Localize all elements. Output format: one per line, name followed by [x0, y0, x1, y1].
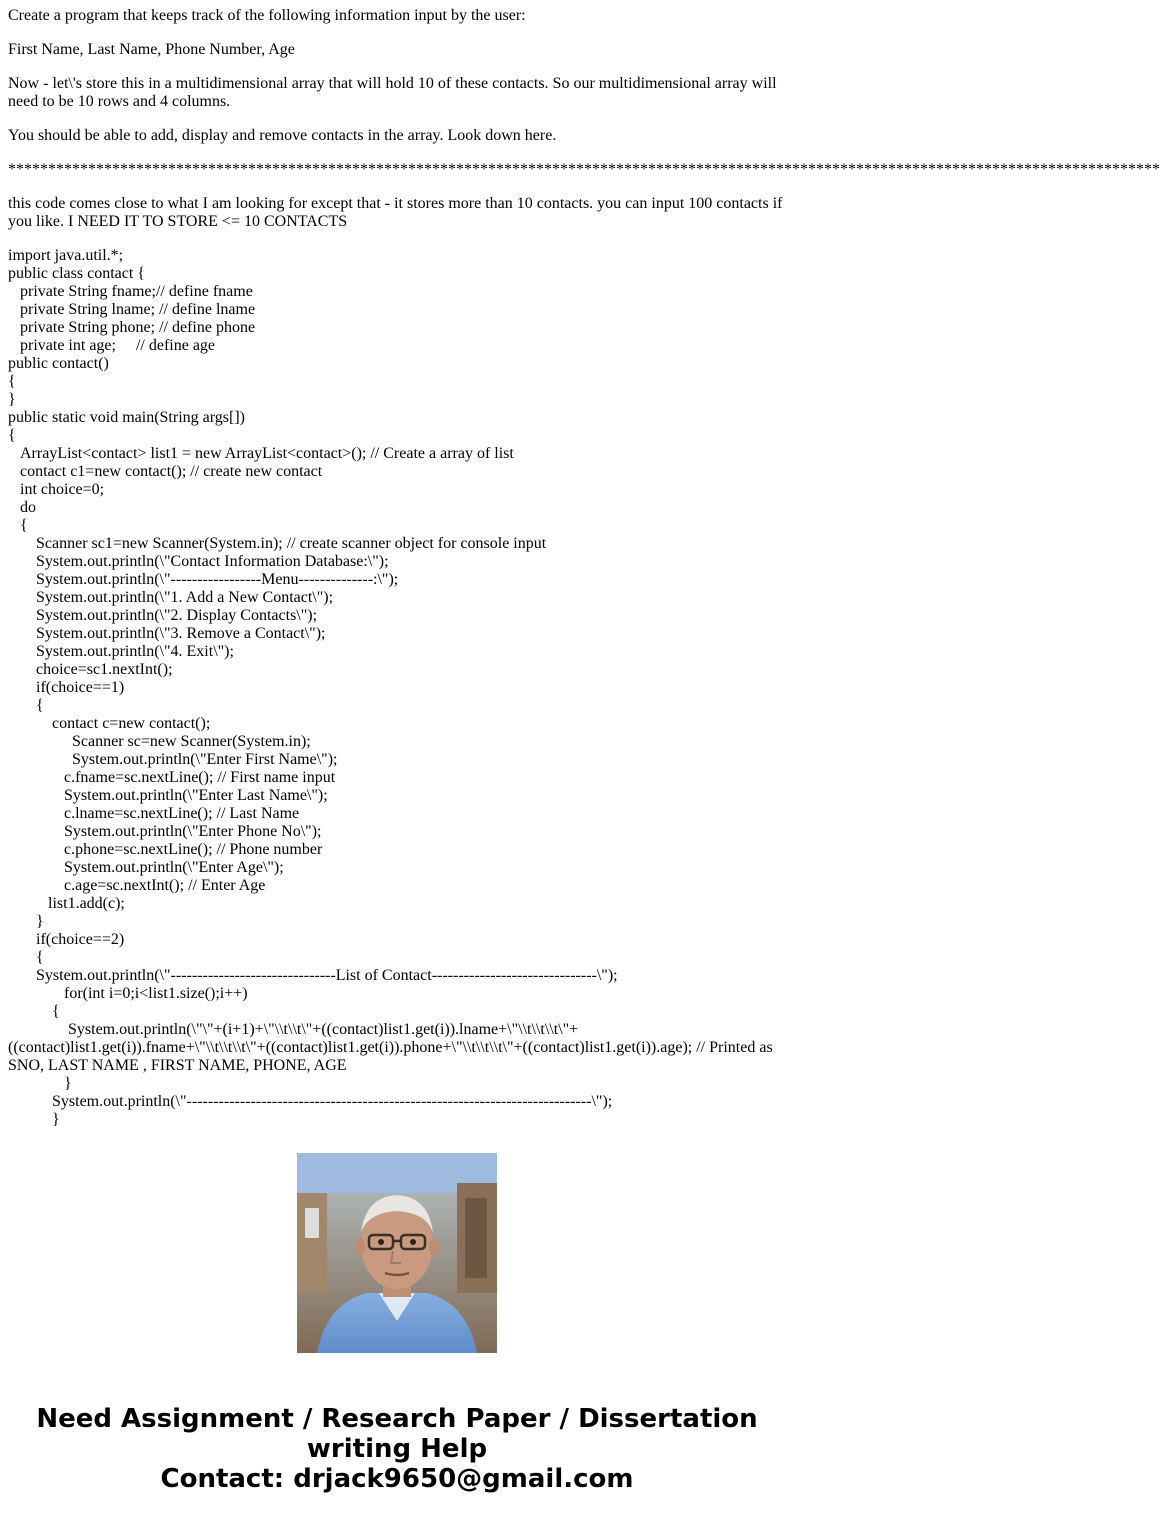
code-line: System.out.println(\"-----------------Menu--------------:\");	[8, 571, 399, 588]
code-line: private String lname; // define lname	[8, 301, 256, 318]
code-line: choice=sc1.nextInt();	[8, 661, 173, 678]
code-line: }	[8, 913, 44, 930]
code-line: }	[8, 1111, 60, 1128]
code-line: contact c1=new contact(); // create new contact	[8, 463, 323, 480]
code-line: contact c=new contact();	[8, 715, 211, 732]
banner-contact-line: Contact: drjack9650@gmail.com	[160, 1464, 634, 1494]
code-line: System.out.println(\"Enter Last Name\");	[8, 787, 328, 804]
code-line: do	[8, 499, 36, 516]
code-line: public static void main(String args[])	[8, 409, 245, 426]
separator-stars: ************************************************************************************************************************************************	[8, 161, 1160, 178]
help-banner	[0, 1404, 794, 1494]
code-line: System.out.println(\"2. Display Contacts\");	[8, 607, 318, 624]
code-line: private String phone; // define phone	[8, 319, 256, 336]
code-line: {	[8, 949, 44, 966]
code-line: private int age; // define age	[8, 337, 216, 354]
code-line: {	[8, 1003, 60, 1020]
code-line: list1.add(c);	[8, 895, 125, 912]
question-paragraph-4: You should be able to add, display and remove contacts in the array. Look down here.	[8, 127, 557, 144]
code-line: int choice=0;	[8, 481, 105, 498]
question-document	[8, 7, 1160, 1128]
code-line: Scanner sc=new Scanner(System.in);	[8, 733, 311, 750]
question-paragraph-3: Now - let\'s store this in a multidimensional array that will hold 10 of these contacts. So our multidimensional array will need to be 10 rows and 4 columns.	[8, 75, 777, 110]
code-line: private String fname;// define fname	[8, 283, 253, 300]
code-line: c.fname=sc.nextLine(); // First name input	[8, 769, 336, 786]
code-line: System.out.println(\"\"+(i+1)+\"\\t\\t\"+((contact)list1.get(i)).lname+\"\\t\\t\\t\"+ ((contact)list1.get(i)).fname+\"\\t\\t\\t\"+((contact)list1.get(i)).phone+\"\\t\\t\\t\"+((contact)list1.get(i)).age); // Printed as SNO, LAST NAME , FIRST NAME, PHONE, AGE	[8, 1021, 777, 1074]
code-line: public contact()	[8, 355, 109, 372]
code-line: {	[8, 373, 16, 390]
code-line: System.out.println(\"1. Add a New Contact\");	[8, 589, 334, 606]
banner-line-2: writing Help	[306, 1434, 488, 1464]
code-line: {	[8, 517, 28, 534]
question-paragraph-5: this code comes close to what I am looking for except that - it stores more than 10 contacts. you can input 100 contacts if you like. I NEED IT TO STORE <= 10 CONTACTS	[8, 195, 783, 230]
code-line: for(int i=0;i<list1.size();i++)	[8, 985, 248, 1002]
code-line: System.out.println(\"Enter Age\");	[8, 859, 284, 876]
code-line: }	[8, 1075, 72, 1092]
code-line: System.out.println(\"4. Exit\");	[8, 643, 234, 660]
code-line: }	[8, 391, 16, 408]
code-line: System.out.println(\"Enter Phone No\");	[8, 823, 322, 840]
banner-line-1: Need Assignment / Research Paper / Dissertation	[36, 1404, 758, 1434]
code-line: System.out.println(\"----------------------------------------------------------------------------\");	[8, 1093, 613, 1110]
code-line: System.out.println(\"-------------------------------List of Contact-------------------------------\");	[8, 967, 618, 984]
code-block	[8, 247, 794, 1129]
question-paragraph-2: First Name, Last Name, Phone Number, Age	[8, 41, 295, 58]
person-photo-icon	[297, 1153, 497, 1353]
code-line: Scanner sc1=new Scanner(System.in); // create scanner object for console input	[8, 535, 547, 552]
code-line: System.out.println(\"Contact Information Database:\");	[8, 553, 389, 570]
code-line: if(choice==2)	[8, 931, 125, 948]
avatar	[297, 1153, 497, 1353]
code-line: import java.util.*;	[8, 247, 124, 264]
code-line: {	[8, 427, 16, 444]
code-line: if(choice==1)	[8, 679, 125, 696]
code-line: c.lname=sc.nextLine(); // Last Name	[8, 805, 300, 822]
question-paragraph-1: Create a program that keeps track of the following information input by the user:	[8, 7, 526, 24]
code-line: System.out.println(\"3. Remove a Contact\");	[8, 625, 326, 642]
code-line: c.age=sc.nextInt(); // Enter Age	[8, 877, 266, 894]
code-line: System.out.println(\"Enter First Name\");	[8, 751, 338, 768]
code-line: ArrayList<contact> list1 = new ArrayList<contact>(); // Create a array of list	[8, 445, 514, 462]
code-line: {	[8, 697, 44, 714]
code-line: c.phone=sc.nextLine(); // Phone number	[8, 841, 323, 858]
code-line: public class contact {	[8, 265, 145, 282]
